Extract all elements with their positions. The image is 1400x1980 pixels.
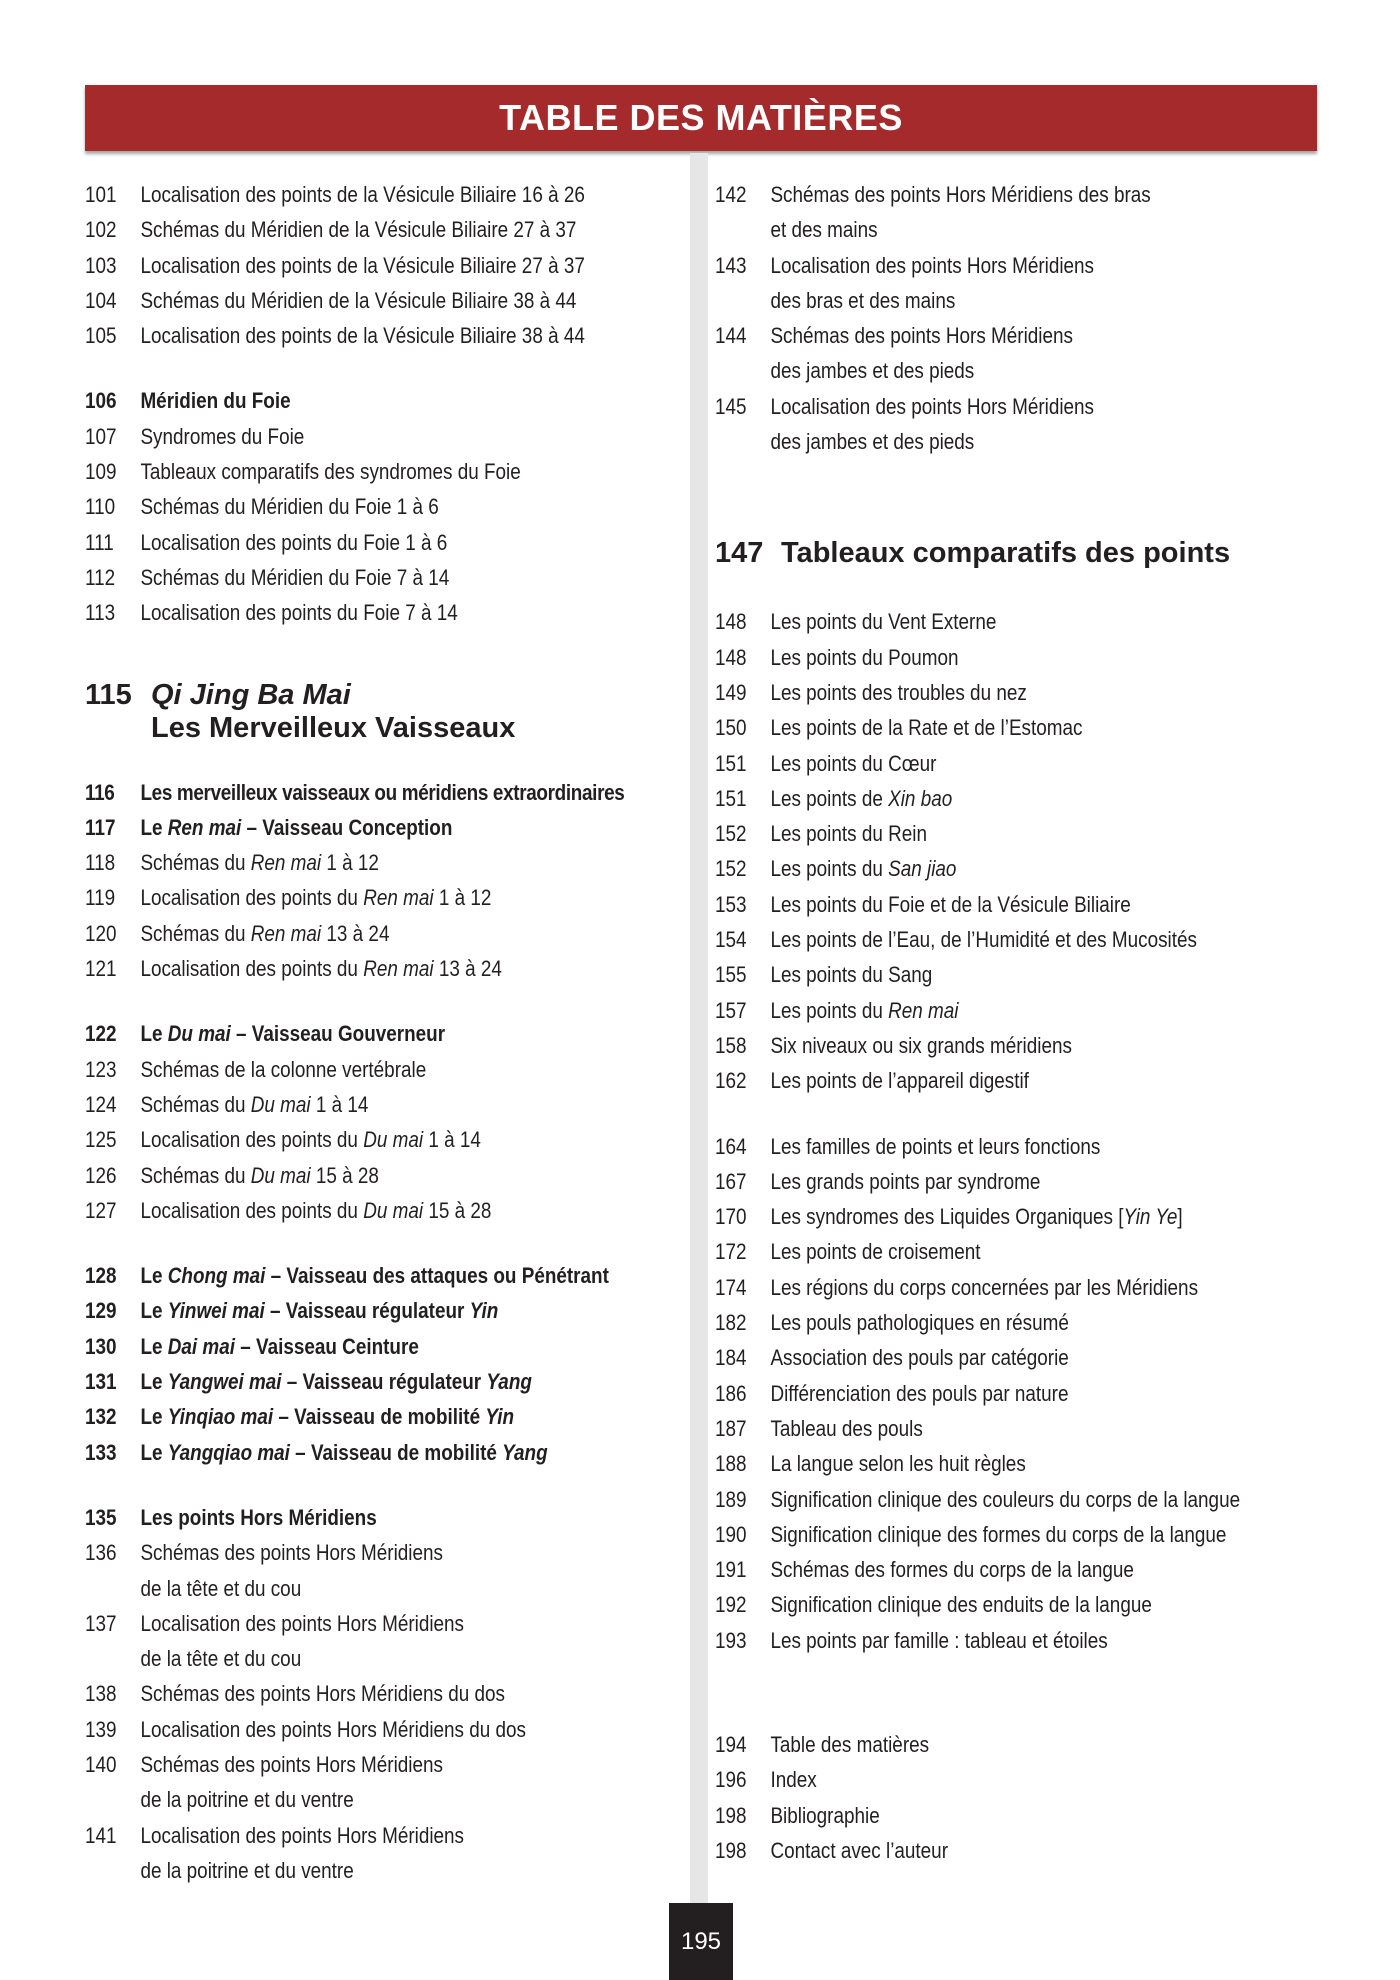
toc-entry[interactable]: 104 Schémas du Méridien de la Vésicule Biliaire 38 à 44 <box>85 287 577 313</box>
toc-entry[interactable]: 123 Schémas de la colonne vertébrale <box>85 1056 427 1082</box>
toc-entry[interactable]: 149 Les points des troubles du nez <box>715 679 1027 705</box>
toc-entry[interactable]: 107 Syndromes du Foie <box>85 423 305 449</box>
toc-entry-continuation: des jambes et des pieds <box>770 429 975 455</box>
toc-group <box>85 775 685 987</box>
toc-entry[interactable]: 105 Localisation des points de la Vésicule Biliaire 38 à 44 <box>85 323 585 349</box>
page-number-tab <box>669 1903 733 1980</box>
toc-entry[interactable]: 142 Schémas des points Hors Méridiens des bras <box>715 182 1151 207</box>
toc-entry-continuation: de la poitrine et du ventre <box>140 1787 354 1813</box>
toc-entry[interactable]: 155 Les points du Sang <box>715 962 933 988</box>
toc-entry[interactable]: 112 Schémas du Méridien du Foie 7 à 14 <box>85 564 450 590</box>
toc-entry[interactable]: 170 Les syndromes des Liquides Organiques [Yin Ye] <box>715 1204 1183 1230</box>
toc-entry[interactable]: 152 Les points du Rein <box>715 821 927 847</box>
toc-entry[interactable]: 157 Les points du Ren mai <box>715 997 959 1023</box>
toc-entry[interactable]: 167 Les grands points par syndrome <box>715 1168 1041 1194</box>
toc-group <box>715 1129 1315 1658</box>
toc-section-entry[interactable]: 106 Méridien du Foie <box>85 388 291 414</box>
toc-entry[interactable]: 198 Contact avec l’auteur <box>715 1837 948 1863</box>
toc-entry[interactable]: 187 Tableau des pouls <box>715 1415 923 1441</box>
toc-entry[interactable]: 139 Localisation des points Hors Méridiens du dos <box>85 1716 526 1742</box>
toc-group <box>85 1258 685 1470</box>
toc-section-entry[interactable]: 132 Le Yinqiao mai – Vaisseau de mobilité Yin <box>85 1404 515 1430</box>
toc-entry[interactable]: 103 Localisation des points de la Vésicule Biliaire 27 à 37 <box>85 252 585 278</box>
toc-entry[interactable]: 113 Localisation des points du Foie 7 à 14 <box>85 600 458 626</box>
toc-section-entry[interactable]: 122 Le Du mai – Vaisseau Gouverneur <box>85 1021 446 1047</box>
toc-left-column <box>85 177 685 1888</box>
toc-entry-continuation: de la tête et du cou <box>140 1575 302 1601</box>
toc-section-entry[interactable]: 131 Le Yangwei mai – Vaisseau régulateur Yang <box>85 1369 532 1395</box>
toc-entry[interactable]: 151 Les points de Xin bao <box>715 785 953 811</box>
toc-entry[interactable]: 101 Localisation des points de la Vésicule Biliaire 16 à 26 <box>85 182 585 207</box>
toc-entry[interactable]: 188 La langue selon les huit règles <box>715 1451 1026 1477</box>
toc-entry[interactable]: 109 Tableaux comparatifs des syndromes du Foie <box>85 459 521 485</box>
toc-entry[interactable]: 164 Les familles de points et leurs fonctions <box>715 1133 1101 1159</box>
toc-entry[interactable]: 184 Association des pouls par catégorie <box>715 1345 1069 1371</box>
toc-entry[interactable]: 174 Les régions du corps concernées par les Méridiens <box>715 1274 1199 1300</box>
toc-entry[interactable]: 191 Schémas des formes du corps de la langue <box>715 1557 1134 1583</box>
toc-entry[interactable]: 126 Schémas du Du mai 15 à 28 <box>85 1162 379 1188</box>
toc-entry-continuation: des bras et des mains <box>770 287 956 313</box>
toc-entry[interactable]: 151 Les points du Cœur <box>715 750 937 776</box>
toc-entry[interactable]: 111 Localisation des points du Foie 1 à 6 <box>85 529 448 555</box>
toc-entry[interactable]: 162 Les points de l’appareil digestif <box>715 1068 1029 1094</box>
toc-chapter-heading[interactable]: 115 Qi Jing Ba Mai Les Merveilleux Vaisseaux <box>85 678 516 744</box>
toc-entry[interactable]: 182 Les pouls pathologiques en résumé <box>715 1310 1069 1336</box>
toc-entry[interactable]: 125 Localisation des points du Du mai 1 à 14 <box>85 1127 481 1153</box>
toc-entry[interactable]: 150 Les points de la Rate et de l’Estomac <box>715 715 1083 741</box>
toc-group <box>715 1727 1315 1868</box>
toc-entry[interactable]: 193 Les points par famille : tableau et étoiles <box>715 1627 1108 1653</box>
toc-entry[interactable]: 119 Localisation des points du Ren mai 1 à 12 <box>85 885 492 911</box>
toc-entry[interactable]: 189 Signification clinique des couleurs du corps de la langue <box>715 1486 1241 1512</box>
toc-entry-continuation: des jambes et des pieds <box>770 358 975 384</box>
toc-entry[interactable]: 138 Schémas des points Hors Méridiens du dos <box>85 1681 505 1707</box>
toc-group <box>85 1500 685 1888</box>
toc-entry-continuation: et des mains <box>770 217 878 243</box>
toc-entry-continuation: de la tête et du cou <box>140 1646 302 1672</box>
toc-entry[interactable]: 192 Signification clinique des enduits de la langue <box>715 1592 1152 1618</box>
toc-section-entry[interactable]: 116 Les merveilleux vaisseaux ou méridiens extraordinaires <box>85 779 625 805</box>
toc-entry[interactable]: 140 Schémas des points Hors Méridiens <box>85 1751 443 1777</box>
toc-entry[interactable]: 158 Six niveaux ou six grands méridiens <box>715 1032 1072 1058</box>
toc-entry[interactable]: 172 Les points de croisement <box>715 1239 981 1265</box>
toc-entry[interactable]: 110 Schémas du Méridien du Foie 1 à 6 <box>85 494 439 520</box>
toc-entry[interactable]: 121 Localisation des points du Ren mai 13 à 24 <box>85 956 502 982</box>
toc-chapter-heading[interactable]: 147 Tableaux comparatifs des points <box>715 537 1231 570</box>
toc-section-entry[interactable]: 135 Les points Hors Méridiens <box>85 1504 377 1530</box>
toc-entry[interactable]: 145 Localisation des points Hors Méridiens <box>715 393 1095 419</box>
toc-entry[interactable]: 136 Schémas des points Hors Méridiens <box>85 1540 443 1566</box>
toc-title-banner <box>85 85 1317 151</box>
toc-entry[interactable]: 137 Localisation des points Hors Méridiens <box>85 1610 465 1636</box>
toc-right-column <box>715 177 1315 1868</box>
toc-section-entry[interactable]: 117 Le Ren mai – Vaisseau Conception <box>85 814 453 840</box>
toc-entry[interactable]: 190 Signification clinique des formes du corps de la langue <box>715 1521 1227 1547</box>
toc-entry[interactable]: 196 Index <box>715 1767 817 1793</box>
toc-entry[interactable]: 120 Schémas du Ren mai 13 à 24 <box>85 920 390 946</box>
toc-entry[interactable]: 154 Les points de l’Eau, de l’Humidité et des Mucosités <box>715 927 1197 953</box>
toc-entry[interactable]: 102 Schémas du Méridien de la Vésicule Biliaire 27 à 37 <box>85 217 577 243</box>
toc-entry[interactable]: 148 Les points du Poumon <box>715 644 959 670</box>
toc-section-entry[interactable]: 129 Le Yinwei mai – Vaisseau régulateur Yin <box>85 1298 499 1324</box>
toc-entry-continuation: de la poitrine et du ventre <box>140 1857 354 1883</box>
toc-section-entry[interactable]: 128 Le Chong mai – Vaisseau des attaques ou Pénétrant <box>85 1263 609 1289</box>
toc-entry[interactable]: 144 Schémas des points Hors Méridiens <box>715 323 1073 349</box>
column-divider <box>690 153 708 1903</box>
toc-group <box>715 177 1315 459</box>
toc-group <box>85 383 685 630</box>
toc-entry[interactable]: 152 Les points du San jiao <box>715 856 957 882</box>
toc-group <box>715 604 1315 1098</box>
toc-entry[interactable]: 127 Localisation des points du Du mai 15 à 28 <box>85 1197 492 1223</box>
toc-section-entry[interactable]: 133 Le Yangqiao mai – Vaisseau de mobilité Yang <box>85 1439 548 1465</box>
toc-group <box>85 1016 685 1228</box>
toc-entry[interactable]: 186 Différenciation des pouls par nature <box>715 1380 1069 1406</box>
toc-entry[interactable]: 124 Schémas du Du mai 1 à 14 <box>85 1091 369 1117</box>
toc-entry[interactable]: 194 Table des matières <box>715 1731 930 1757</box>
toc-entry[interactable]: 141 Localisation des points Hors Méridiens <box>85 1822 465 1848</box>
toc-section-entry[interactable]: 130 Le Dai mai – Vaisseau Ceinture <box>85 1333 419 1359</box>
toc-entry[interactable]: 153 Les points du Foie et de la Vésicule Biliaire <box>715 891 1131 917</box>
toc-entry[interactable]: 198 Bibliographie <box>715 1802 880 1828</box>
toc-group <box>85 177 685 353</box>
toc-entry[interactable]: 118 Schémas du Ren mai 1 à 12 <box>85 850 379 876</box>
toc-entry[interactable]: 143 Localisation des points Hors Méridiens <box>715 252 1095 278</box>
page-number: 195 <box>680 1927 722 1955</box>
toc-title: TABLE DES MATIÈRES <box>499 97 903 138</box>
toc-entry[interactable]: 148 Les points du Vent Externe <box>715 609 997 635</box>
